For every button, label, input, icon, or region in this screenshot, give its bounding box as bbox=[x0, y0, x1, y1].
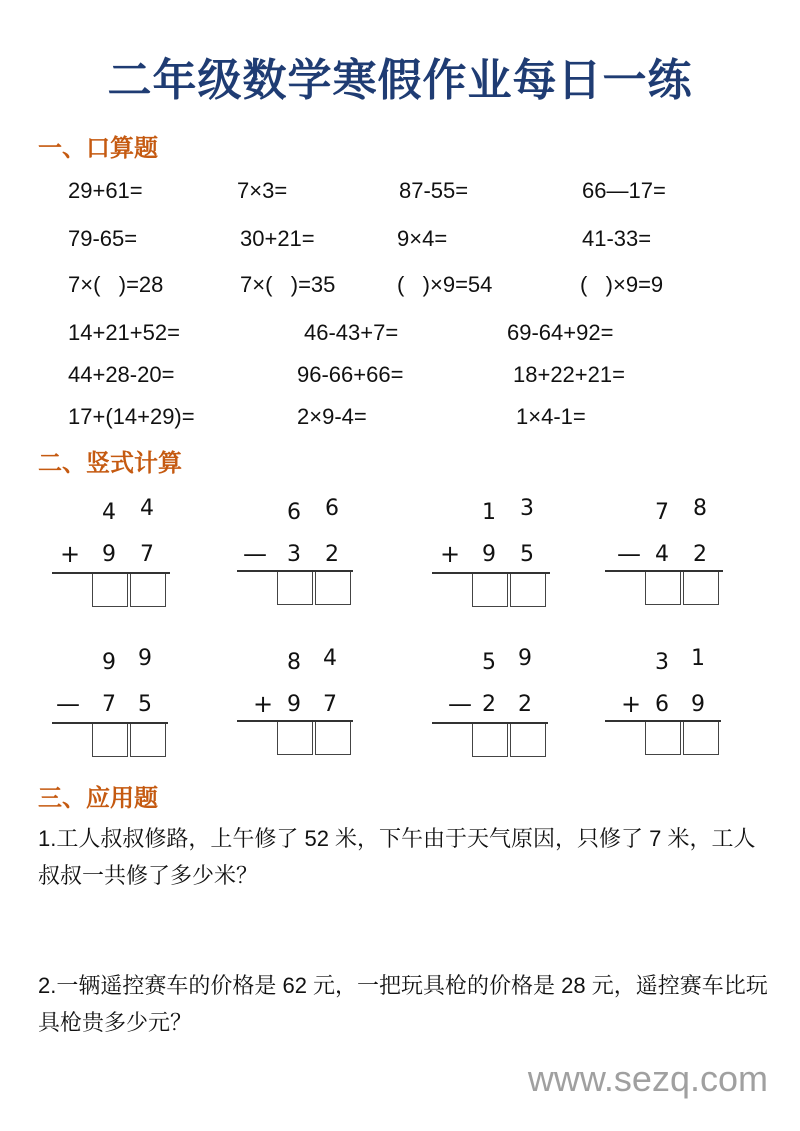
expression: 7×( )=35 bbox=[240, 272, 336, 297]
answer-box[interactable] bbox=[92, 574, 128, 607]
expression: 1×4-1= bbox=[516, 404, 586, 429]
expression: 17+(14+29)= bbox=[68, 404, 195, 429]
vertical-problem: 8 4 + 9 7 bbox=[237, 646, 377, 766]
answer-box[interactable] bbox=[472, 574, 508, 607]
expression: 46-43+7= bbox=[304, 320, 399, 345]
vertical-problem: 7 8 — 4 2 bbox=[605, 496, 745, 616]
expression: 2×9-4= bbox=[297, 404, 367, 429]
expression: 7×( )=28 bbox=[68, 272, 164, 297]
answer-box[interactable] bbox=[130, 574, 166, 607]
answer-box[interactable] bbox=[315, 572, 351, 605]
vertical-problem: 1 3 + 9 5 bbox=[432, 496, 572, 616]
vertical-problem: 6 6 — 3 2 bbox=[237, 496, 377, 616]
vertical-problem: 5 9 — 2 2 bbox=[432, 646, 572, 766]
expression: 41-33= bbox=[582, 226, 652, 251]
expression: ( )×9=9 bbox=[580, 272, 664, 297]
expression: ( )×9=54 bbox=[397, 272, 493, 297]
word-problem-2: 2.一辆遥控赛车的价格是 62 元，一把玩具枪的价格是 28 元，遥控赛车比玩具枪贵多少元？ bbox=[38, 973, 768, 1035]
expression: 18+22+21= bbox=[513, 362, 625, 387]
expression: 9×4= bbox=[397, 226, 448, 251]
expression: 66—17= bbox=[582, 178, 666, 203]
expression: 96-66+66= bbox=[297, 362, 404, 387]
vertical-problem: 4 4 + 9 7 bbox=[52, 496, 192, 616]
section-heading-vertical-calc: 二、竖式计算 bbox=[38, 449, 182, 477]
answer-box[interactable] bbox=[92, 724, 128, 757]
answer-box[interactable] bbox=[277, 722, 313, 755]
answer-box[interactable] bbox=[645, 572, 681, 605]
answer-box[interactable] bbox=[130, 724, 166, 757]
expression: 44+28-20= bbox=[68, 362, 175, 387]
page-title: 二年级数学寒假作业每日一练 bbox=[107, 55, 693, 106]
watermark: www.sezq.com bbox=[527, 1058, 768, 1099]
vertical-problem: 9 9 — 7 5 bbox=[52, 646, 192, 766]
expression: 14+21+52= bbox=[68, 320, 180, 345]
expression: 69-64+92= bbox=[507, 320, 614, 345]
section-heading-word-problems: 三、应用题 bbox=[38, 784, 158, 812]
answer-box[interactable] bbox=[645, 722, 681, 755]
expression: 87-55= bbox=[399, 178, 469, 203]
answer-box[interactable] bbox=[510, 574, 546, 607]
answer-box[interactable] bbox=[277, 572, 313, 605]
vertical-problem: 3 1 + 6 9 bbox=[605, 646, 745, 766]
expression: 7×3= bbox=[237, 178, 288, 203]
answer-box[interactable] bbox=[472, 724, 508, 757]
expression: 79-65= bbox=[68, 226, 138, 251]
word-problem-1: 1.工人叔叔修路，上午修了 52 米，下午由于天气原因，只修了 7 米，工人叔叔一共修了多少米？ bbox=[38, 826, 756, 888]
answer-box[interactable] bbox=[510, 724, 546, 757]
answer-box[interactable] bbox=[315, 722, 351, 755]
answer-box[interactable] bbox=[683, 572, 719, 605]
expression: 30+21= bbox=[240, 226, 315, 251]
section-heading-mental-math: 一、口算题 bbox=[38, 134, 158, 162]
expression: 29+61= bbox=[68, 178, 143, 203]
answer-box[interactable] bbox=[683, 722, 719, 755]
